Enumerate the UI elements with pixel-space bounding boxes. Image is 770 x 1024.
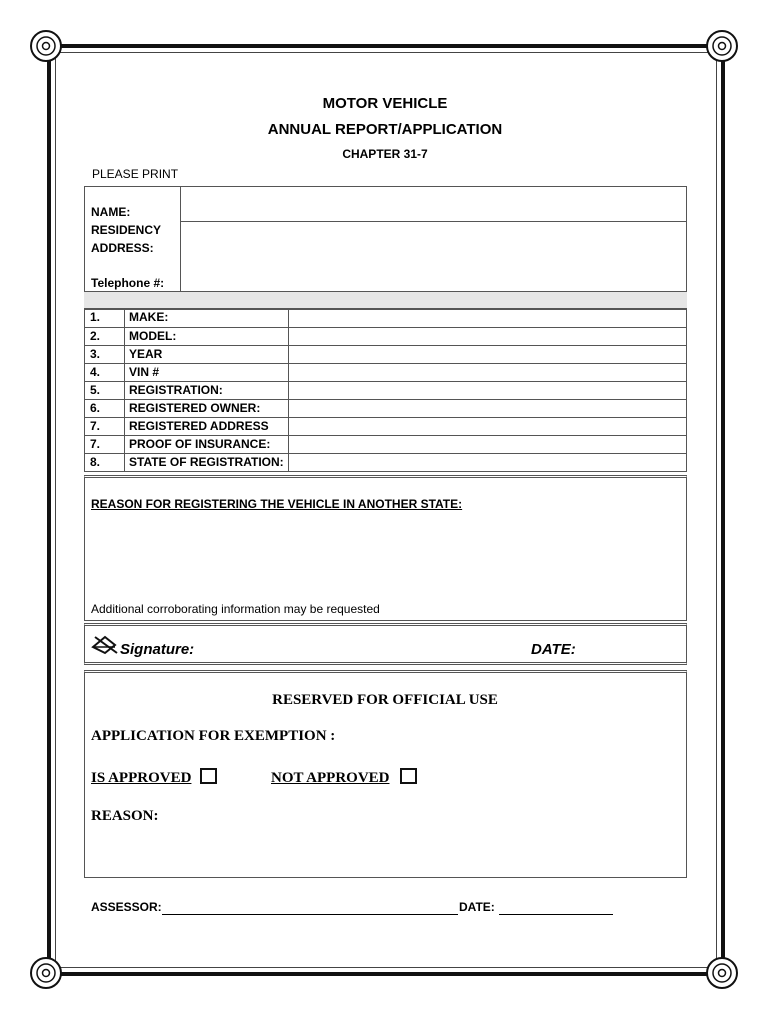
signature-field[interactable]	[205, 634, 505, 658]
vehicle-row-field[interactable]	[289, 436, 684, 453]
not-approved-checkbox[interactable]	[400, 768, 417, 784]
name-row-divider	[180, 221, 687, 222]
please-print-note: PLEASE PRINT	[92, 167, 179, 181]
chapter-label: CHAPTER 31-7	[342, 147, 428, 161]
address-label: ADDRESS:	[91, 241, 154, 255]
writing-hand-icon	[91, 633, 119, 655]
vehicle-row-number: 7.	[90, 437, 101, 451]
vehicle-row-number: 2.	[90, 329, 101, 343]
corner-ornament-icon	[28, 955, 64, 991]
vehicle-row-label: MAKE:	[129, 310, 169, 324]
vehicle-row	[84, 381, 687, 399]
is-approved-checkbox[interactable]	[200, 768, 217, 784]
corner-ornament-icon	[28, 28, 64, 64]
separator-band	[84, 291, 687, 309]
vehicle-row-number: 6.	[90, 401, 101, 415]
official-reason-field[interactable]	[91, 830, 681, 874]
not-approved-label: NOT APPROVED	[271, 770, 390, 786]
assessor-line[interactable]	[162, 914, 458, 915]
assessor-label: ASSESSOR:	[91, 900, 162, 914]
vehicle-row-label: REGISTRATION:	[129, 383, 223, 397]
vehicle-row-label: MODEL:	[129, 329, 177, 343]
vehicle-row-number: 5.	[90, 383, 101, 397]
vehicle-row-label: REGISTERED ADDRESS	[129, 419, 269, 433]
form-title: MOTOR VEHICLE	[322, 95, 448, 112]
assessor-date-label: DATE:	[459, 900, 495, 914]
reason-field[interactable]	[91, 520, 681, 598]
signature-date-field[interactable]	[582, 634, 682, 658]
application-exemption-label: APPLICATION FOR EXEMPTION :	[91, 728, 336, 744]
vehicle-row-number: 3.	[90, 347, 101, 361]
residency-label: RESIDENCY	[91, 223, 162, 237]
official-use-heading: RESERVED FOR OFFICIAL USE	[272, 692, 498, 708]
name-label: NAME:	[91, 205, 131, 219]
vehicle-row-number: 4.	[90, 365, 101, 379]
is-approved-label: IS APPROVED	[91, 770, 192, 786]
vehicle-row	[84, 399, 687, 417]
address-field[interactable]	[182, 223, 686, 290]
vehicle-row-label: VIN #	[129, 365, 160, 379]
signature-label: Signature:	[120, 641, 195, 658]
vehicle-row-field[interactable]	[289, 328, 684, 345]
telephone-label: Telephone #:	[91, 276, 165, 290]
applicant-divider	[180, 186, 181, 291]
additional-info-note: Additional corroborating information may be requested	[91, 602, 380, 616]
official-reason-label: REASON:	[91, 808, 159, 824]
vehicle-row	[84, 417, 687, 435]
vehicle-row-field[interactable]	[289, 400, 684, 417]
corner-ornament-icon	[704, 28, 740, 64]
signature-date-label: DATE:	[531, 641, 576, 658]
vehicle-row-field[interactable]	[289, 309, 684, 326]
vehicle-row	[84, 363, 687, 381]
vehicle-row	[84, 453, 687, 471]
vehicle-row-field[interactable]	[289, 454, 684, 471]
vehicle-row-field[interactable]	[289, 382, 684, 399]
reason-heading: REASON FOR REGISTERING THE VEHICLE IN ANOTHER STATE:	[91, 497, 463, 511]
name-field[interactable]	[182, 187, 686, 221]
vehicle-row	[84, 327, 687, 345]
vehicle-row-label: REGISTERED OWNER:	[129, 401, 261, 415]
vehicle-row	[84, 435, 687, 453]
vehicle-row-label: YEAR	[129, 347, 163, 361]
form-subtitle: ANNUAL REPORT/APPLICATION	[267, 121, 503, 138]
vehicle-row-number: 7.	[90, 419, 101, 433]
vehicle-row-label: STATE OF REGISTRATION:	[129, 455, 284, 469]
vehicle-row-field[interactable]	[289, 364, 684, 381]
corner-ornament-icon	[704, 955, 740, 991]
vehicle-row-field[interactable]	[289, 418, 684, 435]
assessor-date-line[interactable]	[499, 914, 613, 915]
vehicle-row	[84, 345, 687, 363]
vehicle-row-number: 8.	[90, 455, 101, 469]
vehicle-row-label: PROOF OF INSURANCE:	[129, 437, 271, 451]
vehicle-row-field[interactable]	[289, 346, 684, 363]
vehicle-row	[84, 309, 687, 327]
vehicle-row-number: 1.	[90, 310, 101, 324]
